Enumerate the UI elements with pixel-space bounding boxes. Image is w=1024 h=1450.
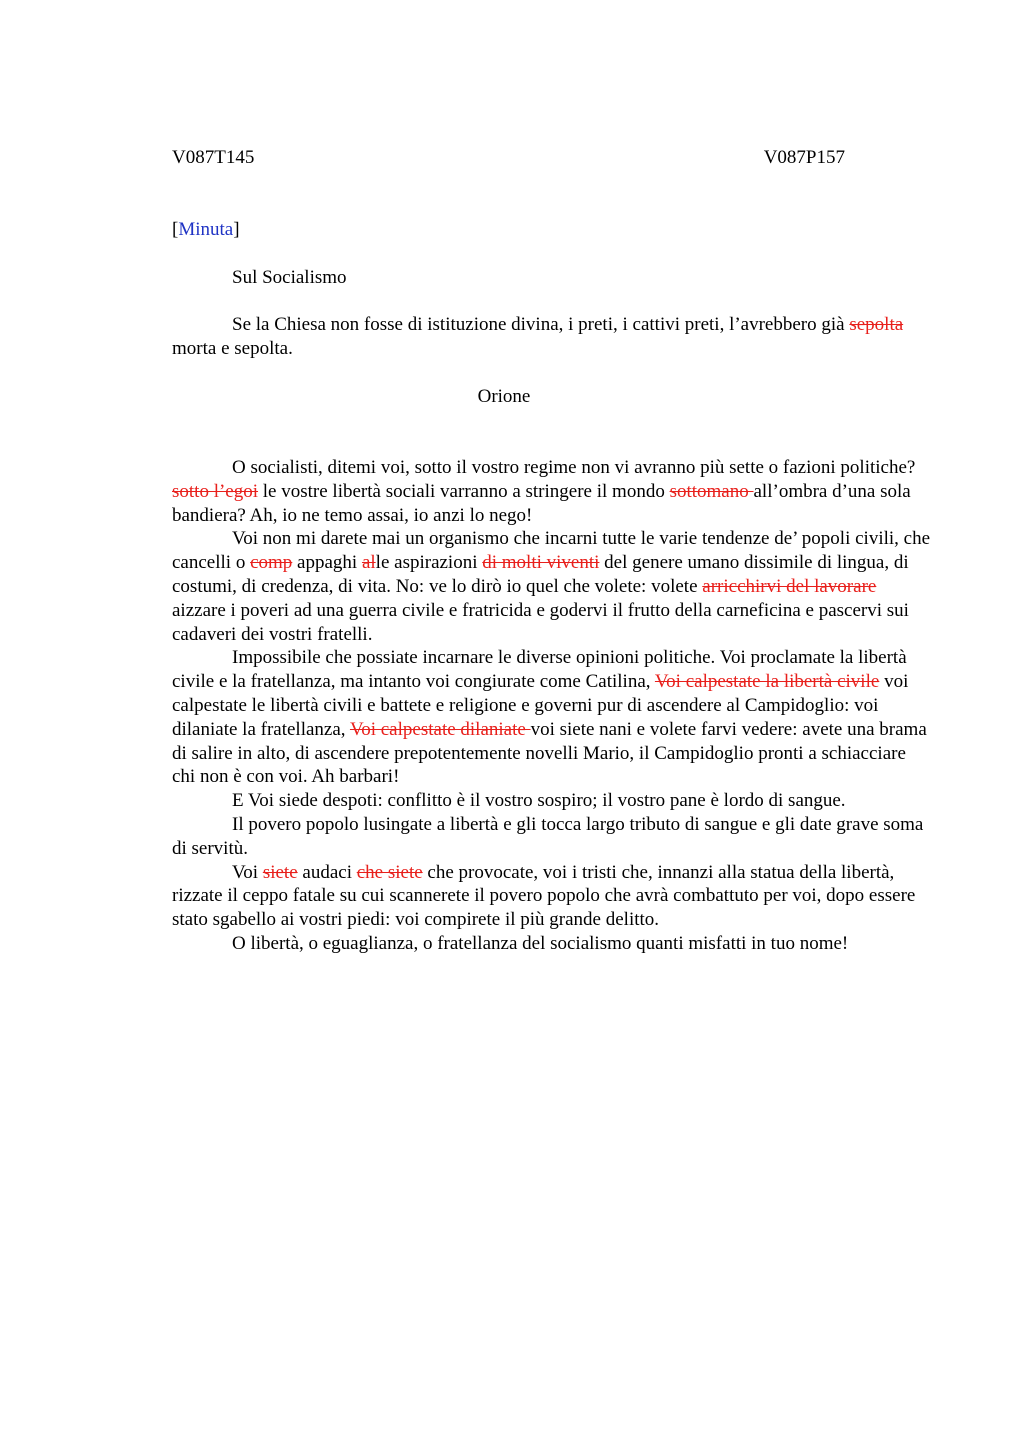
bracket-open: [ [172,219,179,240]
editorial-note [172,218,240,242]
body-text [172,456,932,956]
paragraph-4 [172,789,932,813]
text-segment: morta e sepolta. [172,338,293,359]
deletion: arricchirvi del lavorare [702,575,877,597]
bracket-close: ] [233,219,240,240]
signature: Orione [477,386,531,407]
deletion: comp [250,552,293,574]
text-segment: O libertà, o eguaglianza, o fratellanza del socialismo quanti misfatti in tuo nome! [232,932,849,954]
paragraph-5 [172,813,932,861]
text-segment: audaci [297,861,357,883]
paragraph-1 [172,456,932,527]
epigraph [172,313,932,361]
text-segment: voi siete nani e volete farvi vedere: avete una brama di salire in alto, di ascendere prepotentemente novelli Mario, il Campidoglio pronti a schiacciare chi non è con voi. Ah barbari! [172,718,927,788]
paragraph-2 [172,527,932,646]
deletion: siete [262,861,298,883]
text-segment: che provocate, voi i tristi che, innanzi alla statua della libertà, rizzate il ceppo fatale su cui scannerete il povero popolo che avrà combattuto per voi, dopo essere stato sgabello ai vostri piedi: voi compirete il più grande delitto. [172,861,916,931]
deletion: al [361,552,376,574]
paragraph-3 [172,646,932,789]
text-segment: Il povero popolo lusingate a libertà e gli tocca largo tributo di sangue e gli date grave soma di servitù. [172,813,924,859]
text-segment: le vostre libertà sociali varranno a stringere il mondo [258,480,670,502]
text-segment: Se la Chiesa non fosse di istituzione divina, i preti, i cattivi preti, l’avrebbero già [232,314,850,335]
document-code-right: V087P157 [763,147,845,168]
deletion: sottomano [669,480,754,502]
document-title: Sul Socialismo [232,267,347,288]
document-code-left: V087T145 [172,147,255,168]
text-segment: Impossibile che possiate incarnare le diverse opinioni politiche. Voi proclamate la libertà civile e la fratellanza, ma intanto voi congiurate come Catilina, [172,647,907,693]
text-segment: all’ombra d’una sola bandiera? Ah, io ne temo assai, io anzi lo nego! [172,480,911,526]
paragraph-7 [172,932,932,956]
deletion: di molti viventi [482,552,600,574]
deletion: Voi calpestate la libertà civile [654,671,880,693]
paragraph-6 [172,861,932,932]
text-segment: del genere umano dissimile di lingua, di costumi, di credenza, di vita. No: ve lo dirò io quel che volete: volete [172,552,909,597]
text-segment: voi calpestate le libertà civili e battete e religione e governi pur di ascendere al Campidoglio: voi dilaniate la fratellanza, [172,671,909,740]
text-segment: Voi [232,861,263,883]
deletion: sepolta [849,314,904,335]
deletion: Voi calpestate dilaniate [349,718,531,740]
minuta-label: Minuta [178,219,234,240]
deletion: sotto l’egoi [172,480,259,502]
deletion: che siete [356,861,423,883]
text-segment: O socialisti, ditemi voi, sotto il vostro regime non vi avranno più sette o fazioni politiche? [232,457,916,478]
text-segment: appaghi [292,552,362,574]
text-segment: aizzare i poveri ad una guerra civile e fratricida e godervi il frutto della carneficina e pascervi sui cadaveri dei vostri fratelli. [172,599,909,645]
text-segment: E Voi siede despoti: conflitto è il vostro sospiro; il vostro pane è lordo di sangue. [232,790,846,812]
text-segment: le aspirazioni [375,552,483,574]
text-segment: Voi non mi darete mai un organismo che incarni tutte le varie tendenze de’ popoli civili, che cancelli o [172,528,931,574]
